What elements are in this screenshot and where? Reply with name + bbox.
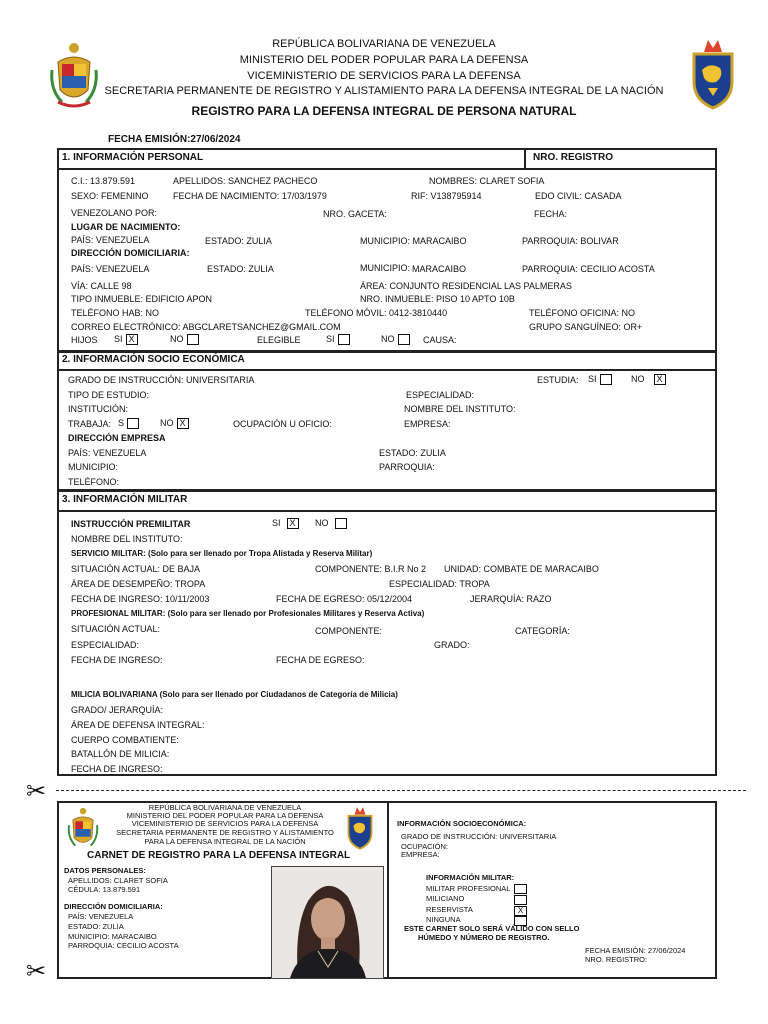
dir-parroquia: PARROQUIA: CECILIO ACOSTA — [522, 264, 655, 274]
estudia-no-label: NO — [631, 374, 645, 384]
premilitar-no-checkbox[interactable] — [335, 518, 347, 529]
mil-situacion: SITUACIÓN ACTUAL: DE BAJA — [71, 564, 201, 574]
hijos-si-checkbox[interactable]: X — [126, 334, 138, 345]
mil-jerarquia: JERARQUÍA: RAZO — [470, 594, 552, 604]
area-field: ÁREA: CONJUNTO RESIDENCIAL LAS PALMERAS — [360, 281, 572, 291]
carnet-divider — [387, 802, 389, 978]
premilitar-no-option — [315, 518, 347, 529]
rif-field: RIF: V138795914 — [411, 191, 482, 201]
mil-especialidad: ESPECIALIDAD: TROPA — [389, 579, 490, 589]
elegible-no-option — [381, 334, 410, 345]
carnet-reservista-label: RESERVISTA — [426, 905, 473, 914]
elegible-label: ELEGIBLE — [257, 335, 301, 345]
servicio-militar-title: SERVICIO MILITAR: (Solo para ser llenado por Tropa Alistada y Reserva Militar) — [71, 549, 373, 558]
carnet-empresa: EMPRESA: — [401, 850, 440, 859]
dir-municipio-value: MARACAIBO — [412, 264, 467, 274]
carnet-miliciano-checkbox[interactable] — [514, 895, 527, 905]
prof-componente: COMPONENTE: — [315, 626, 383, 636]
header-republic: REPÚBLICA BOLIVARIANA DE VENEZUELA — [272, 38, 496, 50]
carnet-header-3: VICEMINISTERIO DE SERVICIOS PARA LA DEFENSA — [131, 819, 319, 828]
milicia-ingreso: FECHA DE INGRESO: — [71, 764, 163, 774]
hijos-si-label: SI — [114, 334, 123, 344]
elegible-si-option — [326, 334, 350, 345]
elegible-no-label: NO — [381, 334, 395, 344]
elegible-no-checkbox[interactable] — [398, 334, 410, 345]
lugar-title: LUGAR DE NACIMIENTO: — [71, 222, 181, 232]
fecha-field: FECHA: — [534, 209, 568, 219]
trabaja-si-label: S — [118, 418, 125, 428]
carnet-datos-title: DATOS PERSONALES: — [64, 866, 146, 875]
empresa-field: EMPRESA: — [404, 419, 451, 429]
causa-label: CAUSA: — [423, 335, 457, 345]
prof-categoria: CATEGORÍA: — [515, 626, 570, 636]
socio-section — [57, 369, 717, 491]
especialidad-field: ESPECIALIDAD: — [406, 390, 475, 400]
hijos-no-label: NO — [170, 334, 184, 344]
milicia-batallon: BATALLÓN DE MILICIA: — [71, 749, 170, 759]
mil-ingreso: FECHA DE INGRESO: 10/11/2003 — [71, 594, 210, 604]
carnet-defense-shield-emblem — [346, 806, 374, 850]
premilitar-si-label: SI — [272, 518, 281, 528]
portrait-image — [272, 867, 383, 978]
carnet-validity-2: HÚMEDO Y NÚMERO DE REGISTRO. — [418, 933, 550, 942]
trabaja-no-checkbox[interactable]: X — [177, 418, 189, 429]
tel-hab-field: TELÉFONO HAB: NO — [71, 308, 160, 318]
tipo-inmueble-field: TIPO INMUEBLE: EDIFICIO APON — [71, 294, 213, 304]
carnet-header-1: REPÚBLICA BOLIVARIANA DE VENEZUELA — [148, 803, 302, 812]
lugar-pais: PAÍS: VENEZUELA — [71, 235, 150, 245]
elegible-si-label: SI — [326, 334, 335, 344]
header-vice-ministry: VICEMINISTERIO DE SERVICIOS PARA LA DEFENSA — [247, 70, 521, 82]
tel-oficina-field: TELÉFONO OFICINA: NO — [529, 308, 636, 318]
estudia-si-option — [588, 374, 612, 385]
apellidos-field: APELLIDOS: SANCHEZ PACHECO — [173, 176, 318, 186]
carnet-header-4: SECRETARIA PERMANENTE DE REGISTRO Y ALISTAMIENTO — [116, 828, 334, 837]
direccion-title: DIRECCIÓN DOMICILIARIA: — [71, 248, 190, 258]
tel-movil-field: TELÉFONO MÓVIL: 0412-3810440 — [305, 308, 448, 318]
nacimiento-field: FECHA DE NACIMIENTO: 17/03/1979 — [173, 191, 327, 201]
premilitar-si-checkbox[interactable]: X — [287, 518, 299, 529]
estudia-si-checkbox[interactable] — [600, 374, 612, 385]
carnet-registro: NRO. REGISTRO: — [585, 955, 648, 964]
carnet-militar-title: INFORMACIÓN MILITAR: — [426, 873, 515, 882]
trabaja-label: TRABAJA: — [68, 419, 112, 429]
prof-egreso: FECHA DE EGRESO: — [276, 655, 365, 665]
mil-area: ÁREA DE DESEMPEÑO: TROPA — [71, 579, 206, 589]
trabaja-si-option — [118, 418, 139, 429]
hijos-no-option — [170, 334, 199, 345]
milicia-title: MILICIA BOLIVARIANA (Solo para ser llenado por Ciudadanos de Categoría de Milicia) — [71, 690, 398, 699]
carnet-miliciano-label: MILICIANO — [426, 894, 465, 903]
carnet-estado: ESTADO: ZULIA — [68, 922, 124, 931]
header-ministry: MINISTERIO DEL PODER POPULAR PARA LA DEFENSA — [239, 54, 529, 66]
carnet-profesional-checkbox[interactable] — [514, 884, 527, 894]
empresa-telefono: TELÉFONO: — [68, 477, 120, 487]
venezolano-field: VENEZOLANO POR: — [71, 208, 158, 218]
ocupacion-field: OCUPACIÓN U OFICIO: — [233, 419, 332, 429]
trabaja-no-label: NO — [160, 418, 174, 428]
trabaja-no-option — [160, 418, 189, 429]
civil-field: EDO CIVIL: CASADA — [535, 191, 622, 201]
mil-unidad: UNIDAD: COMBATE DE MARACAIBO — [444, 564, 599, 574]
militar-section-title: 3. INFORMACIÓN MILITAR — [62, 494, 188, 505]
carnet-direccion-title: DIRECCIÓN DOMICILIARIA: — [64, 902, 163, 911]
carnet-reservista-checkbox[interactable]: X — [514, 906, 527, 916]
registro-label: NRO. REGISTRO — [533, 152, 614, 163]
carnet-parroquia: PARROQUIA: CECILIO ACOSTA — [68, 941, 179, 950]
carnet-header-2: MINISTERIO DEL PODER POPULAR PARA LA DEFENSA — [126, 811, 324, 820]
gaceta-field: NRO. GACETA: — [323, 209, 387, 219]
dir-estado: ESTADO: ZULIA — [207, 264, 274, 274]
carnet-municipio: MUNICIPIO: MARACAIBO — [68, 932, 157, 941]
ci-field: C.I.: 13.879.591 — [71, 176, 136, 186]
nombres-field: NOMBRES: CLARET SOFIA — [429, 176, 545, 186]
header-secretaria: SECRETARIA PERMANENTE DE REGISTRO Y ALISTAMIENTO PARA LA DEFENSA INTEGRAL DE LA NACIÓN — [104, 85, 664, 97]
lugar-municipio: MUNICIPIO: MARACAIBO — [360, 236, 467, 246]
prof-grado: GRADO: — [434, 640, 470, 650]
prof-especialidad: ESPECIALIDAD: — [71, 640, 140, 650]
sangre-field: GRUPO SANGUÍNEO: OR+ — [529, 322, 643, 332]
trabaja-si-checkbox[interactable] — [127, 418, 139, 429]
emission-date: FECHA EMISIÓN:27/06/2024 — [108, 134, 241, 145]
carnet-ocupacion: OCUPACIÓN: — [401, 842, 448, 851]
correo-field: CORREO ELECTRÓNICO: ABGCLARETSANCHEZ@GMAIL.COM — [71, 322, 341, 332]
carnet-emision: FECHA EMISIÓN: 27/06/2024 — [585, 946, 686, 955]
lugar-estado: ESTADO: ZULIA — [205, 236, 272, 246]
carnet-grado: GRADO DE INSTRUCCIÓN: UNIVERSITARIA — [401, 832, 557, 841]
profesional-militar-title: PROFESIONAL MILITAR: (Solo para ser llenado por Profesionales Militares y Reserva Activa) — [71, 609, 425, 618]
mil-componente: COMPONENTE: B.I.R No 2 — [315, 564, 427, 574]
elegible-si-checkbox[interactable] — [338, 334, 350, 345]
hijos-label: HIJOS — [71, 335, 98, 345]
nombre-instituto-field: NOMBRE DEL INSTITUTO: — [404, 404, 516, 414]
grado-field: GRADO DE INSTRUCCIÓN: UNIVERSITARIA — [68, 375, 255, 385]
scissors-icon-bottom: ✂ — [26, 958, 47, 985]
hijos-no-checkbox[interactable] — [187, 334, 199, 345]
carnet-coat-of-arms-emblem — [66, 806, 100, 852]
tipo-estudio-field: TIPO DE ESTUDIO: — [68, 390, 150, 400]
sexo-field: SEXO: FEMENINO — [71, 191, 149, 201]
estudia-no-option — [631, 374, 666, 385]
empresa-pais: PAÍS: VENEZUELA — [68, 448, 147, 458]
carnet-title: CARNET DE REGISTRO PARA LA DEFENSA INTEGRAL — [87, 850, 351, 861]
dir-pais: PAÍS: VENEZUELA — [71, 264, 150, 274]
socio-section-title: 2. INFORMACIÓN SOCIO ECONÓMICA — [62, 354, 245, 365]
cut-line — [56, 790, 746, 791]
nro-inmueble-field: NRO. INMUEBLE: PISO 10 APTO 10B — [360, 294, 515, 304]
estudia-no-checkbox[interactable]: X — [654, 374, 666, 385]
hijos-si-option — [114, 334, 138, 345]
institucion-field: INSTITUCIÓN: — [68, 404, 128, 414]
lugar-parroquia: PARROQUIA: BOLIVAR — [522, 236, 619, 246]
premilitar-no-label: NO — [315, 518, 329, 528]
carnet-header-5: PARA LA DEFENSA INTEGRAL DE LA NACIÓN — [144, 837, 306, 846]
estudia-si-label: SI — [588, 374, 597, 384]
carnet-profesional-option — [426, 884, 536, 894]
carnet-photo — [271, 866, 384, 979]
carnet-ninguna-label: NINGUNA — [426, 915, 461, 924]
empresa-estado: ESTADO: ZULIA — [379, 448, 446, 458]
carnet-socio-title: INFORMACIÓN SOCIOECONÓMICA: — [397, 819, 527, 828]
empresa-municipio: MUNICIPIO: — [68, 462, 119, 472]
estudia-label: ESTUDIA: — [537, 375, 579, 385]
document-title: REGISTRO PARA LA DEFENSA INTEGRAL DE PERSONA NATURAL — [191, 104, 577, 118]
via-field: VÍA: CALLE 98 — [71, 281, 132, 291]
milicia-cuerpo: CUERPO COMBATIENTE: — [71, 735, 179, 745]
mil-egreso: FECHA DE EGRESO: 05/12/2004 — [276, 594, 413, 604]
empresa-parroquia: PARROQUIA: — [379, 462, 435, 472]
carnet-pais: PAÍS: VENEZUELA — [68, 912, 134, 921]
milicia-area: ÁREA DE DEFENSA INTEGRAL: — [71, 720, 205, 730]
premilitar-si-option — [272, 518, 299, 529]
direccion-empresa-title: DIRECCIÓN EMPRESA — [68, 433, 166, 443]
carnet-cedula: CÉDULA: 13.879.591 — [68, 885, 141, 894]
carnet-validity-1: ESTE CARNET SOLO SERÁ VÁLIDO CON SELLO — [404, 924, 580, 933]
prof-ingreso: FECHA DE INGRESO: — [71, 655, 163, 665]
dir-municipio-label: MUNICIPIO: — [360, 263, 411, 273]
carnet-profesional-label: MILITAR PROFESIONAL — [426, 884, 511, 893]
scissors-icon: ✂ — [26, 778, 47, 805]
milicia-grado: GRADO/ JERARQUÍA: — [71, 705, 164, 715]
carnet-apellidos: APELLIDOS: CLARET SOFIA — [68, 876, 168, 885]
prof-situacion: SITUACIÓN ACTUAL: — [71, 624, 161, 634]
mil-nombre-instituto: NOMBRE DEL INSTITUTO: — [71, 534, 183, 544]
premilitar-label: INSTRUCCIÓN PREMILITAR — [71, 519, 191, 529]
personal-section-title: 1. INFORMACIÓN PERSONAL — [62, 152, 204, 163]
